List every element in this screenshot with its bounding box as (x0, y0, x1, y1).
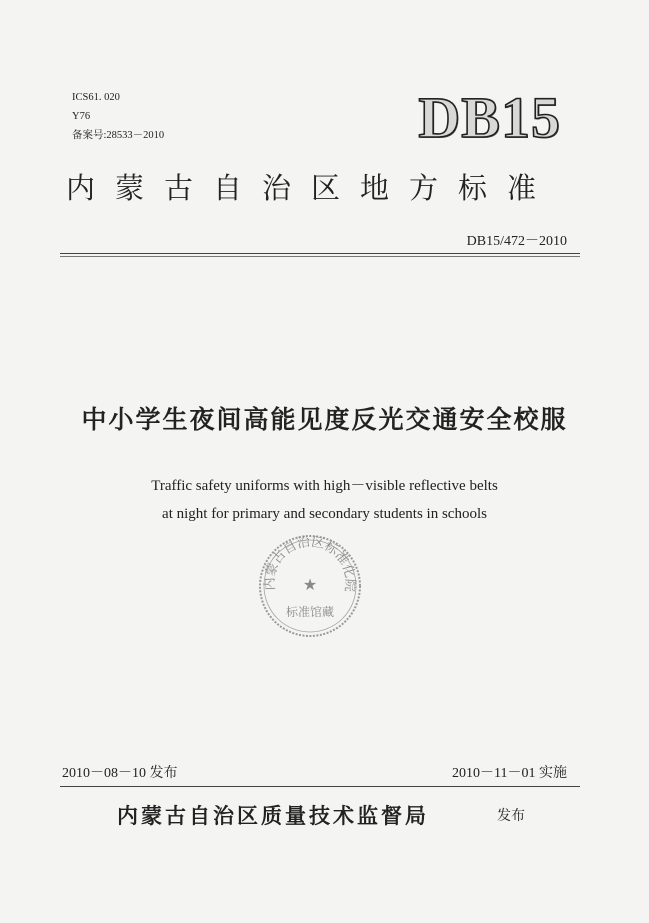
effective-date: 2010－11－01 实施 (452, 766, 567, 781)
record-number: 备案号:28533－2010 (72, 130, 165, 141)
seal-graphic (256, 532, 364, 640)
ics-code: ICS61. 020 (72, 92, 120, 103)
seal-bottom-text: 标准馆藏 (285, 605, 335, 619)
seal-star-icon: ★ (302, 575, 318, 594)
library-seal-stamp (256, 532, 364, 640)
standard-code-mark: DB15 (418, 85, 561, 150)
standard-number: DB15/472－2010 (466, 234, 567, 249)
standard-org-title: 内蒙古自治区地方标准 (66, 171, 557, 205)
header-rule (60, 253, 580, 254)
title-chinese: 中小学生夜间高能见度反光交通安全校服 (81, 405, 568, 434)
meta-block (72, 88, 164, 145)
footer-rule (60, 786, 580, 787)
issuing-authority: 内蒙古自治区质量技术监督局 (117, 804, 429, 828)
title-english-line1: Traffic safety uniforms with high－visible reflective belts (151, 478, 498, 494)
issuer-tag: 发布 (497, 808, 525, 824)
header-rule-thin (60, 256, 580, 257)
publish-date: 2010－08－10 发布 (62, 766, 178, 781)
title-english-line2: at night for primary and secondary students in schools (162, 506, 487, 522)
seal-ring-text: 内蒙古自治区标准化院 (262, 534, 358, 593)
class-code: Y76 (72, 111, 91, 122)
